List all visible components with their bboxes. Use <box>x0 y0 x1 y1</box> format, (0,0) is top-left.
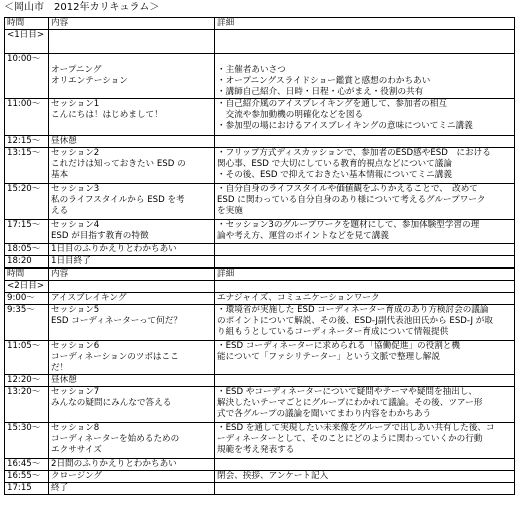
detail-cell-line: 論や考え方、運営のポイントなどを見て講義 <box>217 231 389 241</box>
table-row <box>5 341 515 375</box>
detail-cell <box>215 375 515 387</box>
content-cell-line: みんなの疑問にみんなで答える <box>51 398 172 408</box>
time-cell: 9:35〜 <box>5 305 49 341</box>
header-detail: 詳細 <box>215 18 515 30</box>
content-cell-line: オープニング <box>51 65 102 75</box>
detail-cell <box>215 471 515 483</box>
detail-cell-line: を実施 <box>217 206 243 216</box>
time-cell: 15:20〜 <box>5 184 49 220</box>
content-cell <box>49 148 215 184</box>
content-cell-line: ESD が目指す教育の特徴 <box>51 231 149 241</box>
table-row <box>5 220 515 244</box>
detail-cell <box>215 459 515 471</box>
empty-cell <box>49 30 215 54</box>
content-cell-line: 基本 <box>51 170 69 180</box>
content-cell <box>49 184 215 220</box>
time-cell: 11:05〜 <box>5 341 49 375</box>
time-cell: 10:00〜 <box>5 54 49 99</box>
content-cell <box>49 375 215 387</box>
detail-cell-line: ESD に関わっている自分自身のあり様について考えるグループワーク <box>217 195 486 205</box>
detail-cell-line: ・セッション3のグループワークを題材にして、参加体験型学習の理 <box>217 220 480 230</box>
day-label: <2日目> <box>5 281 49 293</box>
table-row <box>5 305 515 341</box>
content-cell <box>49 256 215 268</box>
content-cell-line: える <box>51 206 69 216</box>
header-time: 時間 <box>5 269 49 281</box>
content-cell <box>49 423 215 459</box>
time-cell: 12:20〜 <box>5 375 49 387</box>
detail-cell-line: ・環境省が実施した ESD コーディネーター育成のあり方検討会の議論 <box>217 305 489 315</box>
content-cell-line: セッション2 <box>51 148 100 158</box>
content-cell <box>49 305 215 341</box>
detail-cell-line: 解決したいテーマごとにグループにわかれて議論。その後、ツアー形 <box>217 398 483 408</box>
empty-cell <box>215 281 515 293</box>
table-row <box>5 136 515 148</box>
table-row <box>5 471 515 483</box>
header-time: 時間 <box>5 18 49 30</box>
table-row <box>5 423 515 459</box>
empty-cell <box>215 30 515 54</box>
content-cell-line: セッション6 <box>51 341 100 351</box>
content-cell-line: セッション5 <box>51 305 100 315</box>
detail-cell <box>215 148 515 184</box>
content-cell <box>49 54 215 99</box>
detail-cell-line: ・主催者あいさつ <box>217 65 286 75</box>
page-title: ＜岡山市 2012年カリキュラム＞ <box>4 2 160 13</box>
detail-cell <box>215 54 515 99</box>
detail-cell <box>215 305 515 341</box>
time-cell: 16:45〜 <box>5 459 49 471</box>
detail-cell-line <box>217 136 512 147</box>
detail-cell-line: ・オープニングスライドショー鑑賞と感想のわかちあい <box>217 76 431 86</box>
table-row <box>5 184 515 220</box>
detail-cell <box>215 341 515 375</box>
detail-cell <box>215 99 515 136</box>
detail-cell-line: 規範を考え発表する <box>217 445 295 455</box>
content-cell-line: 昼休憩 <box>51 375 77 385</box>
content-cell-line: 昼休憩 <box>51 136 77 146</box>
table-row <box>5 293 515 305</box>
time-cell: 16:55〜 <box>5 471 49 483</box>
detail-cell-line: エナジャイズ、コミュニケーションワーク <box>217 293 380 303</box>
time-cell: 9:00〜 <box>5 293 49 305</box>
time-cell: 11:00〜 <box>5 99 49 136</box>
content-cell-line: 私のライフスタイルから ESD を考 <box>51 195 185 205</box>
content-cell <box>49 136 215 148</box>
content-cell-line: 2日間のふりかえりとわかちあい <box>51 459 177 469</box>
content-cell-line: 1日目のふりかえりとわかちあい <box>51 244 177 254</box>
table-row <box>5 375 515 387</box>
detail-cell-line: ・自分自身のライフスタイルや価値観をふりかえることで、 改めて <box>217 184 478 194</box>
content-cell-line: オリエンテーション <box>51 76 128 86</box>
table-row <box>5 483 515 495</box>
time-cell: 17:15〜 <box>5 220 49 244</box>
content-cell-line: 1日目終了 <box>51 256 91 266</box>
content-cell-line: エクササイズ <box>51 445 102 455</box>
content-cell-line <box>51 54 212 65</box>
time-cell: 18:05〜 <box>5 244 49 256</box>
table-row <box>5 256 515 268</box>
schedule-table-day1 <box>4 17 515 268</box>
detail-cell <box>215 293 515 305</box>
detail-cell-line <box>217 375 512 386</box>
detail-cell-line: ・フリップ方式ディスカッションで、参加者のESD感やESD における <box>217 148 491 158</box>
table-row <box>5 99 515 136</box>
header-content: 内容 <box>49 18 215 30</box>
detail-cell-line <box>217 256 512 267</box>
time-cell: 17:15 <box>5 483 49 495</box>
content-cell <box>49 341 215 375</box>
content-cell-line: セッション4 <box>51 220 100 230</box>
table-row <box>5 54 515 99</box>
detail-cell-line: ーディネーターとして、そのことにどのように関わっていくかの行動 <box>217 434 483 444</box>
table-row <box>5 387 515 423</box>
detail-cell-line: 交流や参加動機の明確化などを図る <box>217 110 364 120</box>
content-cell-line: クロージング <box>51 471 103 481</box>
content-cell-line: コーディネーターを始めるための <box>51 434 180 444</box>
detail-cell-line: 関心事、ESD で大切にしている教育的視点などについて議論 <box>217 159 452 169</box>
content-cell <box>49 471 215 483</box>
header-detail: 詳細 <box>215 269 515 281</box>
content-cell <box>49 387 215 423</box>
header-content: 内容 <box>49 269 215 281</box>
time-cell: 12:15〜 <box>5 136 49 148</box>
detail-cell <box>215 244 515 256</box>
detail-cell-line: のポイントについて解説、その後、ESD-J副代表池田氏から ESD-J が取 <box>217 316 493 326</box>
content-cell-line: 終了 <box>51 483 69 493</box>
detail-cell <box>215 184 515 220</box>
detail-cell-line: ・自己紹介風のアイスブレイキングを通して、参加者の相互 <box>217 99 447 109</box>
detail-cell-line: 能について「ファシリテーター」という文脈で整理し解説 <box>217 352 440 362</box>
time-cell: 15:30〜 <box>5 423 49 459</box>
content-cell-line: ESD コーディネーターって何だ？ <box>51 316 182 326</box>
detail-cell-line: 式で各グループの議論を聞いてまわり内容をわかちあう <box>217 409 432 419</box>
content-cell-line: セッション1 <box>51 99 100 109</box>
detail-cell-line: ・その後、ESD で抑えておきたい基本情報についてミニ講義 <box>217 170 452 180</box>
detail-cell-line: ・ESD を通して実現したい未来像をグループで出しあい共有した後、コ <box>217 423 495 433</box>
detail-cell-line: ・参加型の場におけるアイスブレイキングの意味についてミニ講義 <box>217 121 473 131</box>
detail-cell <box>215 423 515 459</box>
detail-cell <box>215 220 515 244</box>
table-row <box>5 244 515 256</box>
empty-cell <box>49 281 215 293</box>
detail-cell-line: ・ESD コーディネーターに求められる「協働促進」の役割と機 <box>217 341 460 351</box>
content-cell <box>49 99 215 136</box>
content-cell-line: だ！ <box>51 363 69 373</box>
detail-cell-line: り組もうとしているコーディネーター育成について情報提供 <box>217 327 449 337</box>
detail-cell-line: ・ESD やコーディネーターについて疑問やテーマや疑問を抽出し、 <box>217 387 478 397</box>
table-row <box>5 148 515 184</box>
content-cell <box>49 244 215 256</box>
detail-cell-line <box>217 483 512 494</box>
table-row <box>5 459 515 471</box>
content-cell <box>49 220 215 244</box>
content-cell-line: こんにちは！はじめまして！ <box>51 110 163 120</box>
detail-cell-line: ・講師自己紹介、日時・日程・心がまえ・役割の共有 <box>217 87 424 97</box>
content-cell-line: アイスブレイキング <box>51 293 127 303</box>
content-cell-line: これだけは知っておきたい ESD の <box>51 159 186 169</box>
detail-cell <box>215 387 515 423</box>
content-cell-line: セッション3 <box>51 184 100 194</box>
content-cell <box>49 293 215 305</box>
detail-cell-line <box>217 459 512 470</box>
detail-cell-line <box>217 244 512 255</box>
content-cell <box>49 483 215 495</box>
content-cell <box>49 459 215 471</box>
content-cell-line: セッション8 <box>51 423 100 433</box>
detail-cell <box>215 136 515 148</box>
day-label: <1日目> <box>5 30 49 54</box>
detail-cell-line: 閉会、挨拶、アンケート記入 <box>217 471 329 481</box>
content-cell-line: コーディネーションのツボはここ <box>51 352 179 362</box>
detail-cell-line <box>217 54 512 65</box>
time-cell: 18:20 <box>5 256 49 268</box>
time-cell: 13:20〜 <box>5 387 49 423</box>
detail-cell <box>215 256 515 268</box>
schedule-table-day2 <box>4 268 515 495</box>
content-cell-line: セッション7 <box>51 387 100 397</box>
time-cell: 13:15〜 <box>5 148 49 184</box>
detail-cell <box>215 483 515 495</box>
